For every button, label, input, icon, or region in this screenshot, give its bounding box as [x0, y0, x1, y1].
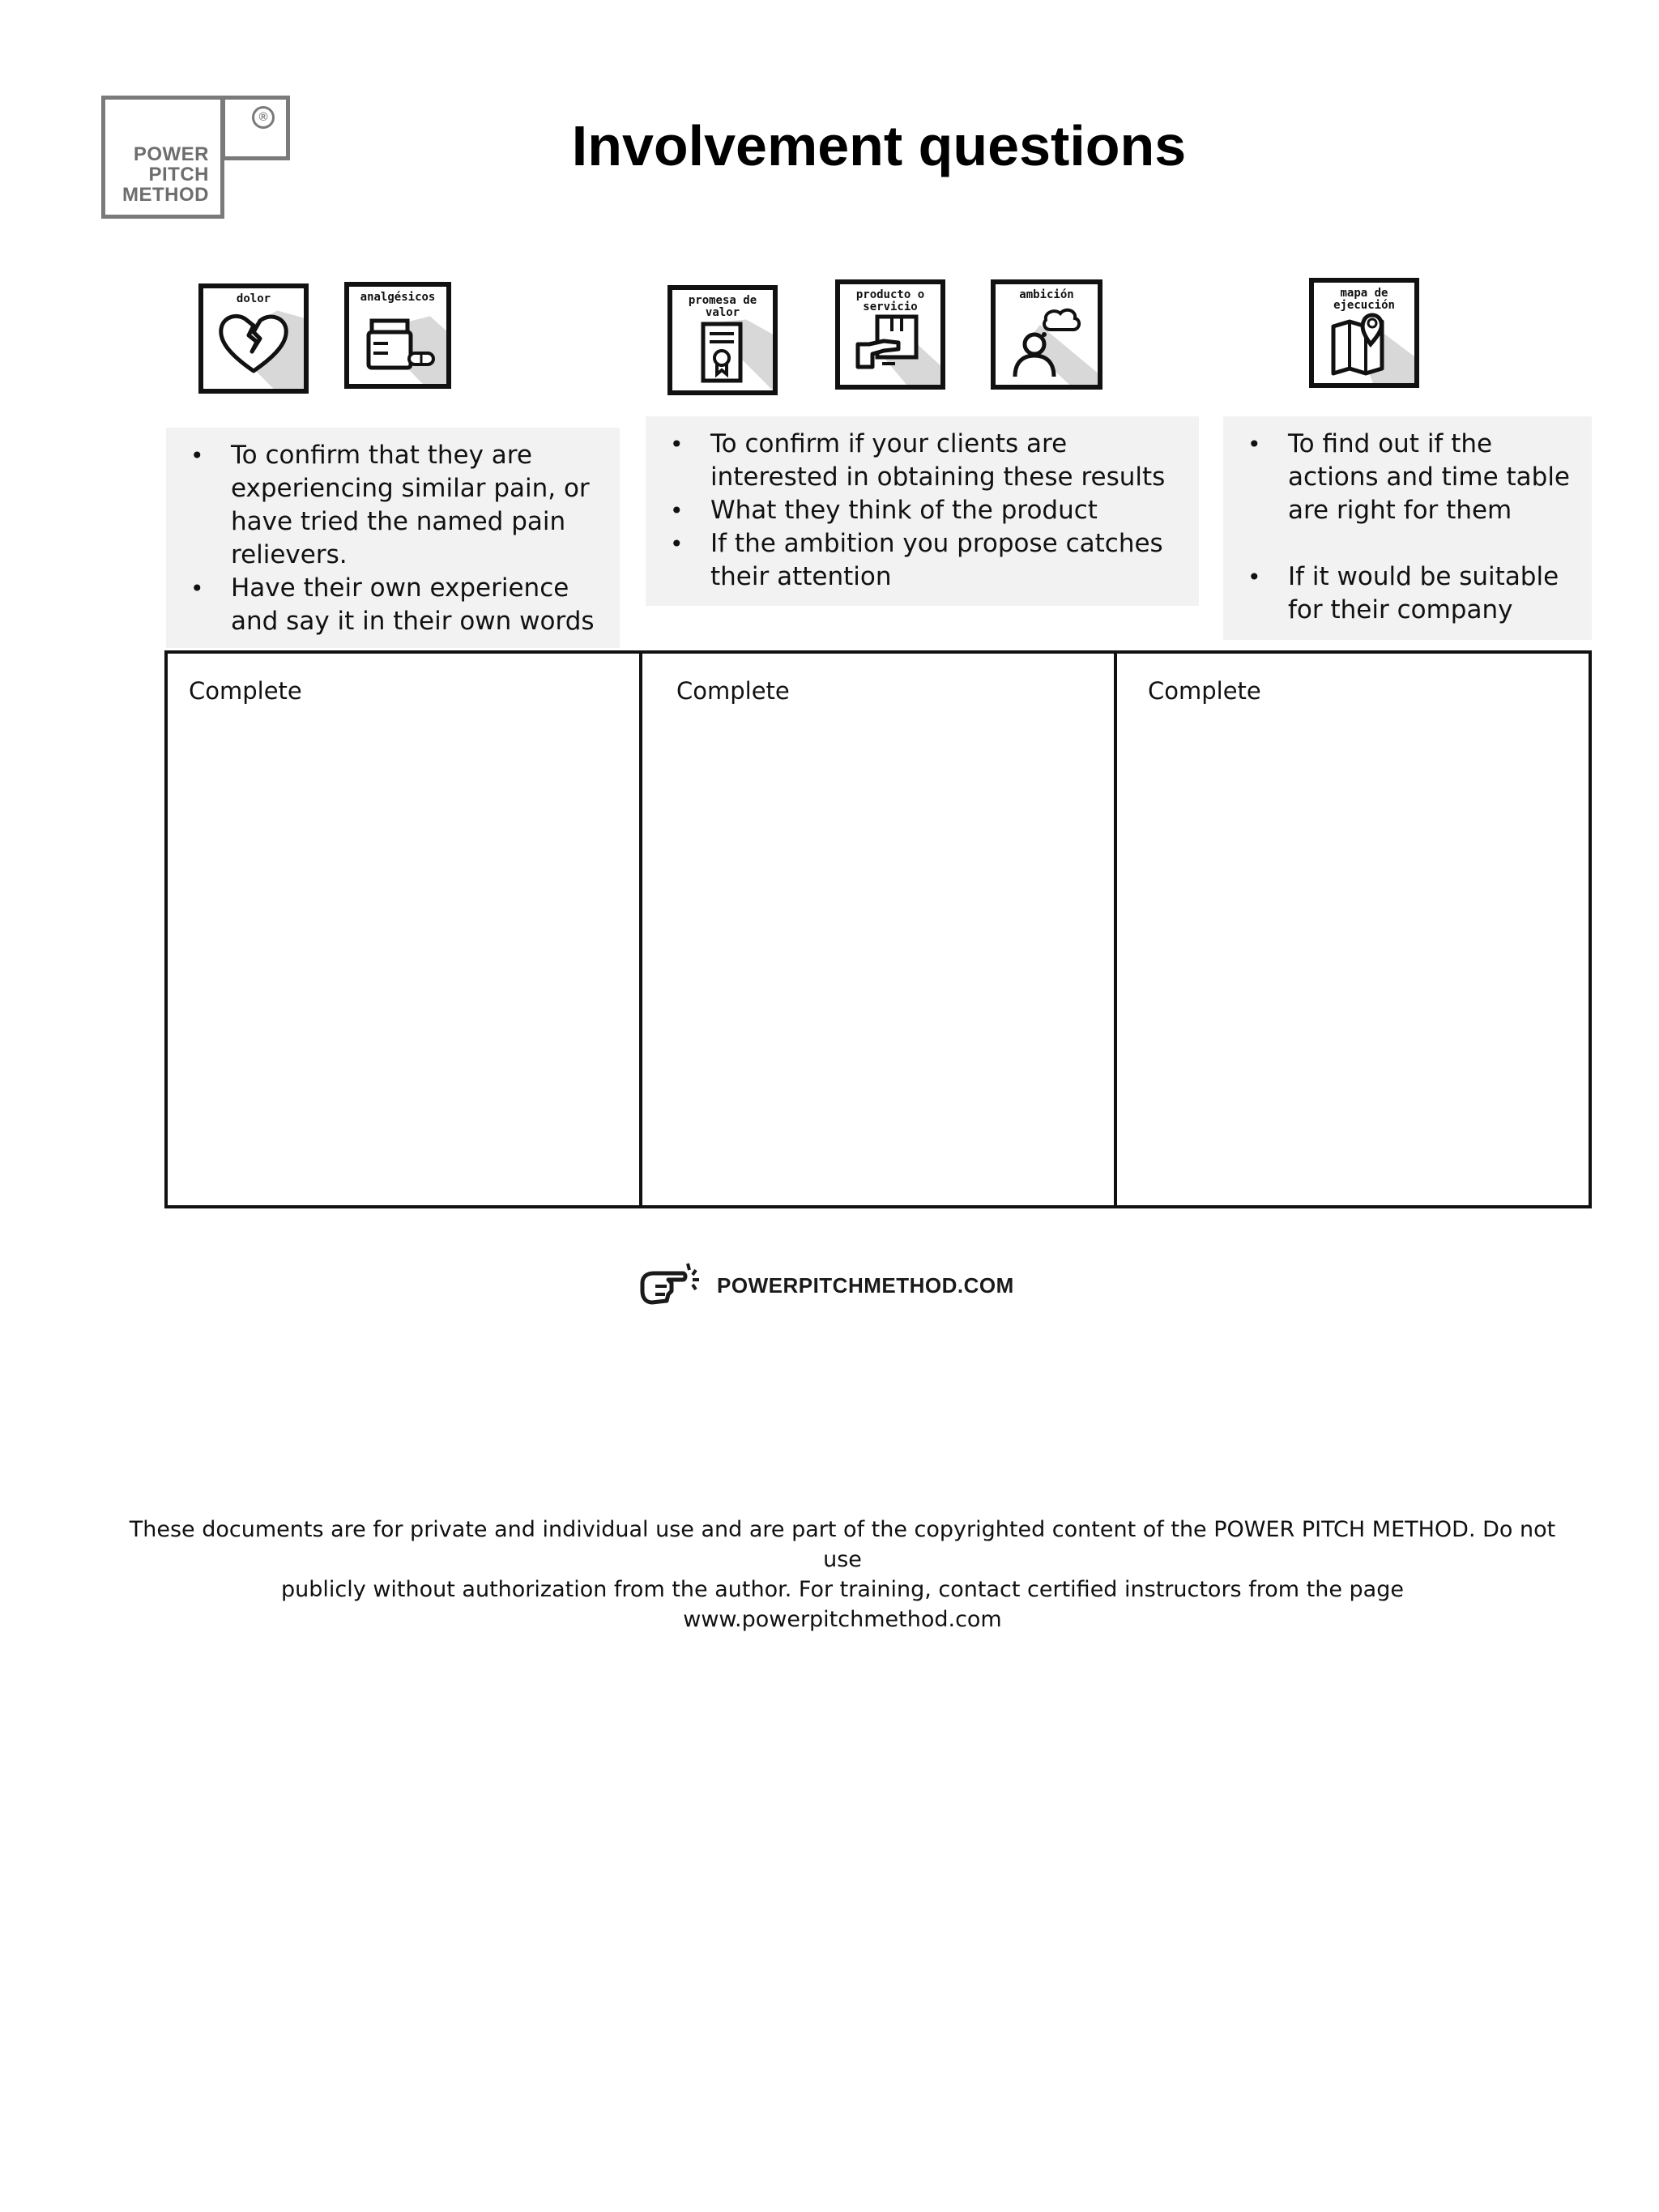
mapa-card: [1309, 278, 1419, 388]
certificate-icon: [672, 290, 773, 390]
analgesicos-label: analgésicos: [360, 291, 436, 304]
bullet-item: • If it would be suitable for their company: [1223, 560, 1577, 627]
logo-text: [122, 144, 209, 205]
response-cell-3[interactable]: [1114, 654, 1589, 1205]
promesa-card: [667, 285, 778, 395]
logo-line-pitch: PITCH: [148, 164, 209, 185]
bullet-item: • To confirm if your clients are interested in obtaining these results: [646, 428, 1191, 494]
promesa-label: promesa de valor: [688, 294, 757, 319]
description-box-1: [166, 428, 620, 648]
mapa-label: mapa de ejecución: [1333, 287, 1395, 312]
bullet-list-3: [1223, 428, 1577, 627]
ambicion-label: ambición: [1019, 288, 1074, 301]
registered-mark: [221, 96, 290, 160]
hand-box-icon: [840, 284, 940, 385]
website-link[interactable]: [636, 1257, 1014, 1314]
ambicion-card: [991, 279, 1102, 390]
response-cell-2[interactable]: [639, 654, 1114, 1205]
pill-jar-icon: [349, 287, 446, 384]
complete-label: Complete: [676, 677, 790, 705]
footer-line-1: These documents are for private and individual use and are part of the copyrighted content of the POWER PITCH METHOD. Do not use: [129, 1517, 1556, 1572]
pointing-hand-icon: [636, 1259, 709, 1312]
thinking-person-icon: [996, 284, 1098, 385]
logo-line-method: METHOD: [122, 184, 209, 206]
registered-icon: ®: [252, 106, 275, 129]
broken-heart-icon: [203, 288, 304, 389]
bullet-list-2: [646, 428, 1191, 594]
bullet-item: • What they think of the product: [646, 494, 1191, 527]
dolor-card: [198, 283, 309, 394]
response-table: [164, 650, 1592, 1208]
logo-line-power: POWER: [133, 143, 209, 165]
description-box-3: [1223, 416, 1592, 640]
bullet-item: • Have their own experience and say it in their own words: [166, 572, 620, 638]
bullet-list-1: [166, 439, 620, 638]
producto-card: [835, 279, 945, 390]
dolor-label: dolor: [236, 292, 271, 305]
footer-line-2: publicly without authorization from the author. For training, contact certified instructors from the page www.powerpitchmethod.com: [281, 1577, 1404, 1632]
description-box-2: [646, 416, 1199, 606]
page-title: Involvement questions: [571, 114, 1187, 177]
website-text: POWERPITCHMETHOD.COM: [717, 1272, 1014, 1298]
producto-label: producto o servicio: [855, 288, 925, 313]
bullet-item: • To find out if the actions and time table are right for them: [1223, 428, 1577, 527]
bullet-item: • If the ambition you propose catches their attention: [646, 527, 1191, 594]
analgesicos-card: [344, 282, 451, 389]
logo-frame: [101, 96, 224, 219]
copyright-footer: [122, 1515, 1563, 1634]
map-pin-icon: [1314, 283, 1414, 383]
response-cell-1[interactable]: [168, 654, 639, 1205]
bullet-item: • To confirm that they are experiencing similar pain, or have tried the named pain relievers.: [166, 439, 620, 572]
complete-label: Complete: [189, 677, 302, 705]
complete-label: Complete: [1148, 677, 1261, 705]
